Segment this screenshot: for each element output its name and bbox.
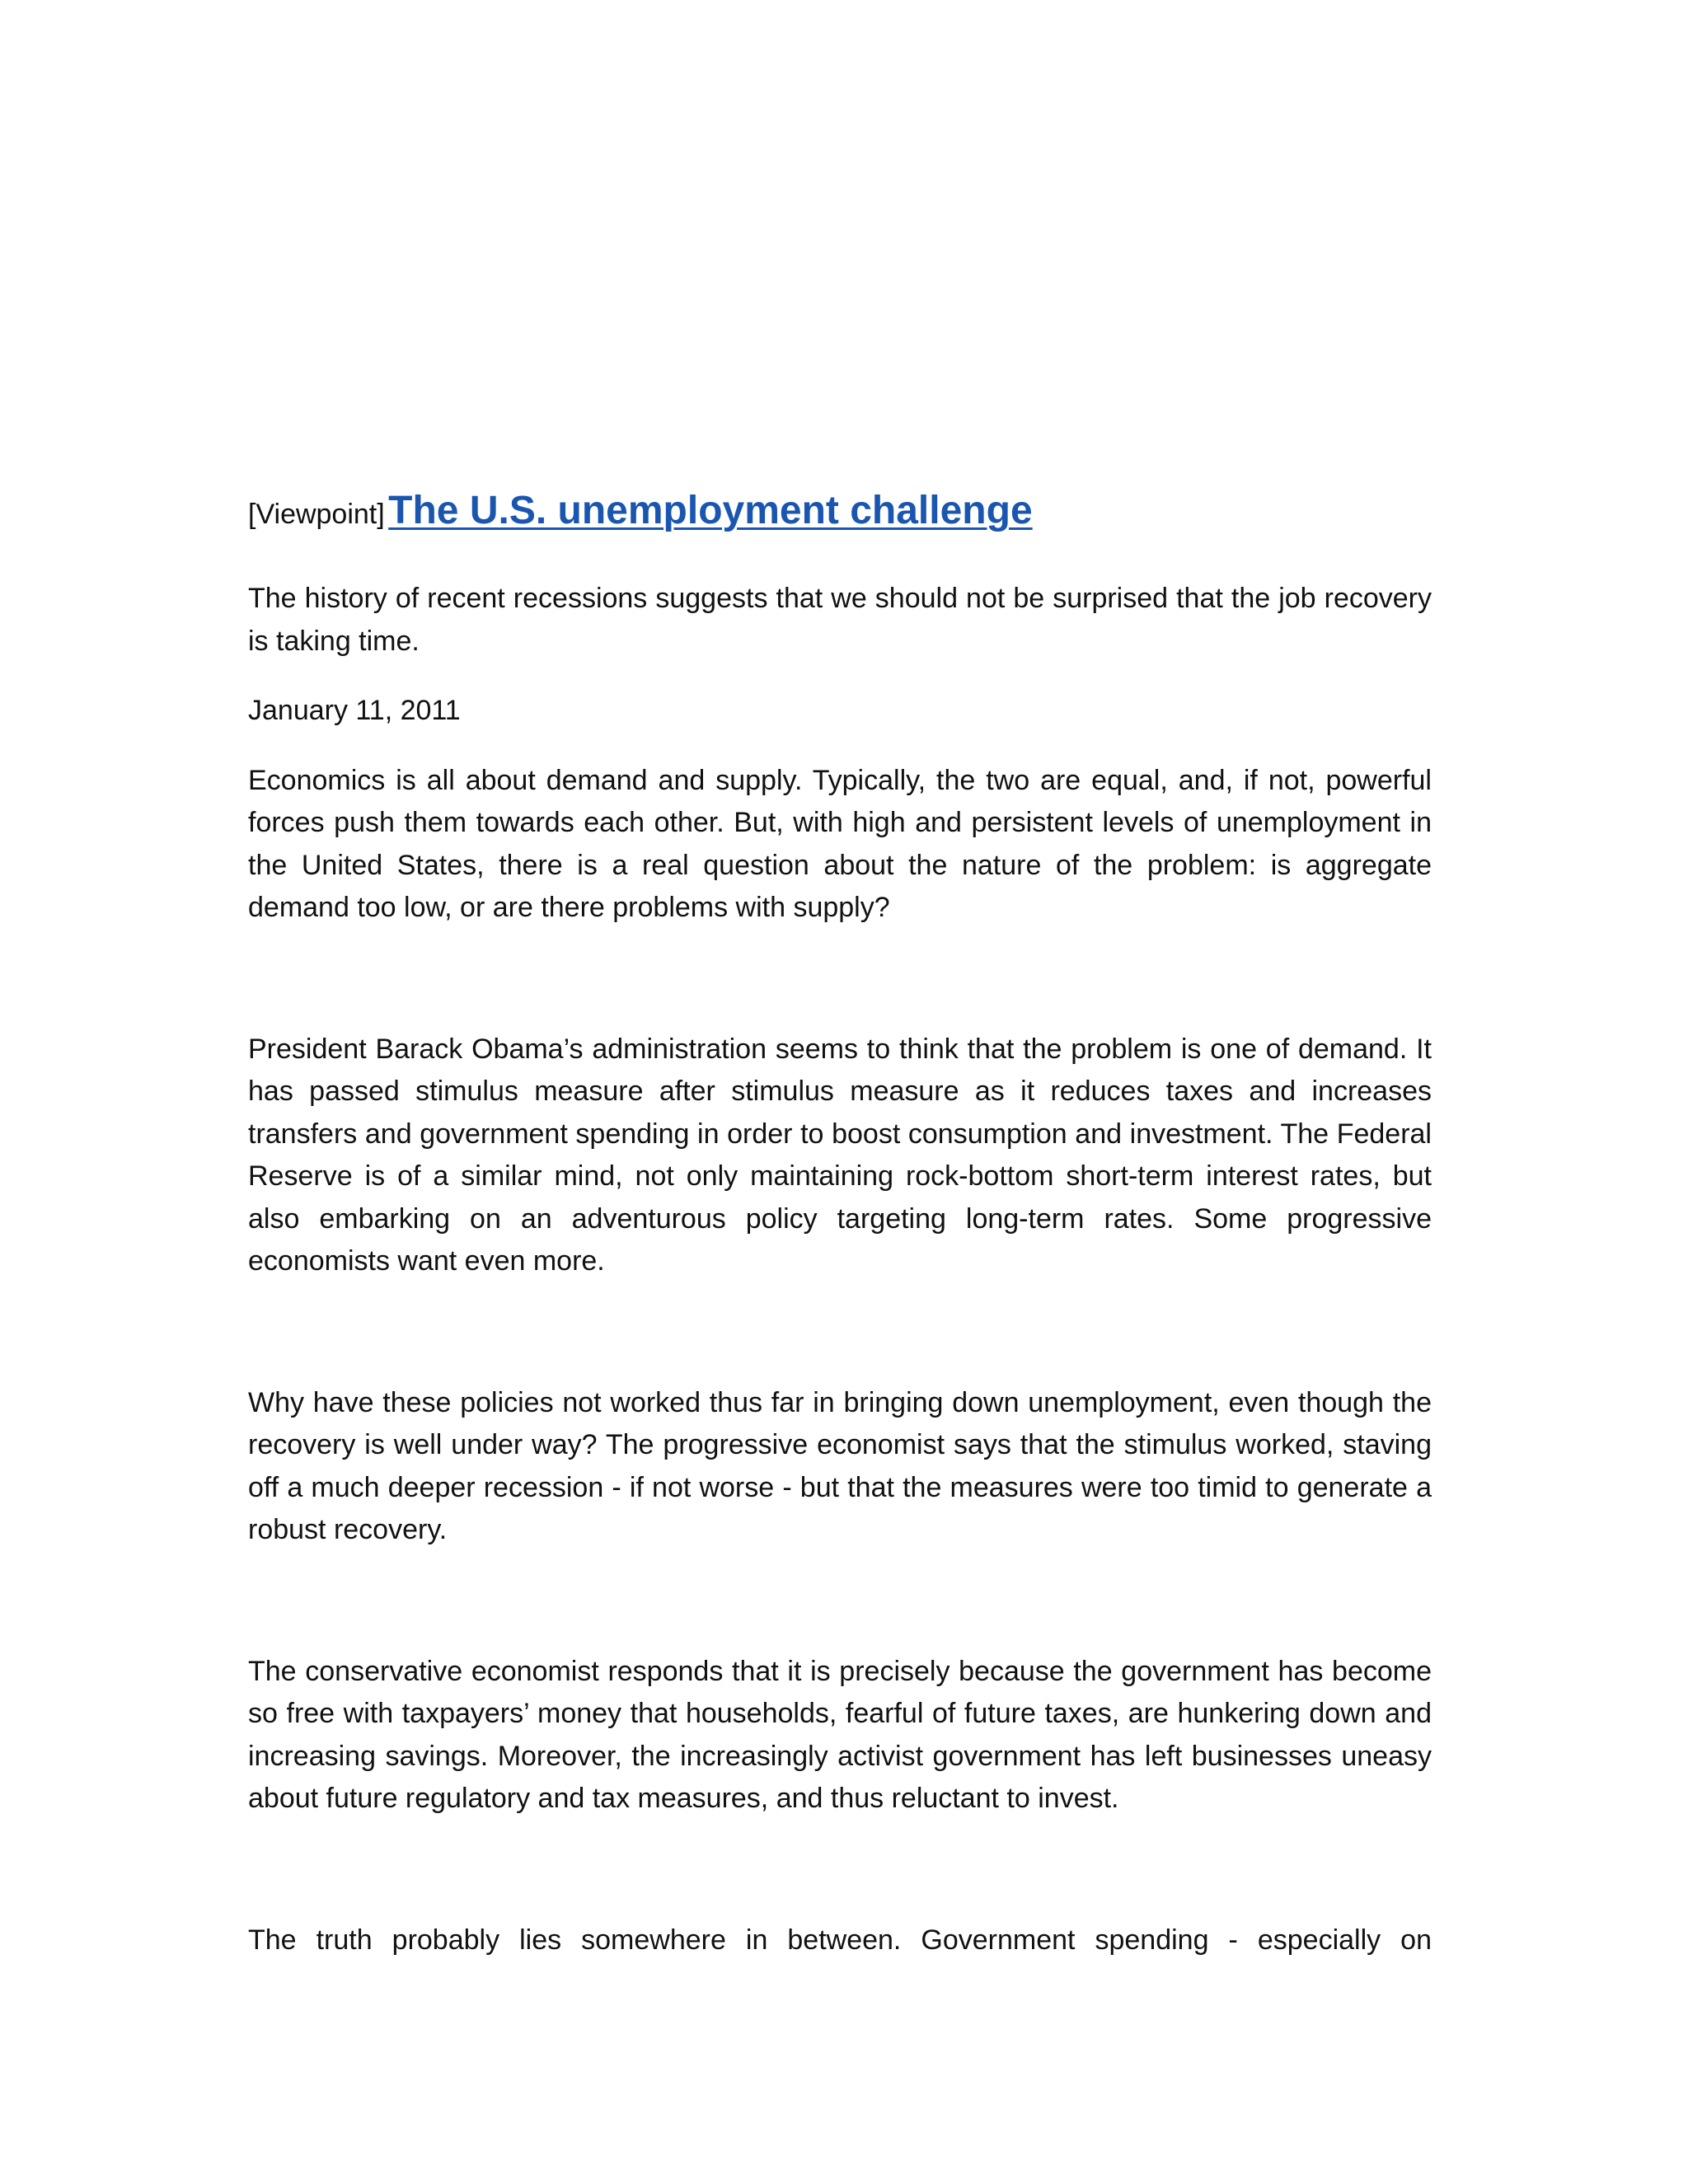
paragraph-5: The truth probably lies somewhere in between. Government spending - especially on (248, 1924, 1432, 1956)
paragraph-4: The conservative economist responds that it is precisely because the government has become so free with taxpayers’ money that households, fearful of future taxes, are hunkering down and increasing savings. Moreover, the increasingly activist government has left businesses uneasy about future regulatory and tax measures, and thus reluctant to invest. (248, 1655, 1432, 1814)
viewpoint-tag: [Viewpoint] (248, 499, 385, 530)
article-title-link[interactable]: The U.S. unemployment challenge (388, 489, 1033, 532)
paragraph-3: Why have these policies not worked thus far in bringing down unemployment, even though the recovery is well under way? The progressive economist says that the stimulus worked, staving off a much deeper recession - if not worse - but that the measures were too timid to generate a robust recovery. (248, 1386, 1432, 1545)
article-subtitle: The history of recent recessions suggests that we should not be surprised that the job recovery is taking time. (248, 583, 1432, 657)
article-body (248, 486, 1432, 1961)
paragraph-1: Economics is all about demand and supply. Typically, the two are equal, and, if not, powerful forces push them towards each other. But, with high and persistent levels of unemployment in the United States, there is a real question about the nature of the problem: is aggregate demand too low, or are there problems with supply? (248, 764, 1432, 923)
article-heading (248, 486, 1432, 545)
article-date: January 11, 2011 (248, 695, 461, 726)
paragraph-2: President Barack Obama’s administration seems to think that the problem is one of demand. It has passed stimulus measure after stimulus measure as it reduces taxes and increases transfers and government spending in order to boost consumption and investment. The Federal Reserve is of a similar mind, not only maintaining rock-bottom short-term interest rates, but also embarking on an adventurous policy targeting long-term rates. Some progressive economists want even more. (248, 1033, 1432, 1277)
